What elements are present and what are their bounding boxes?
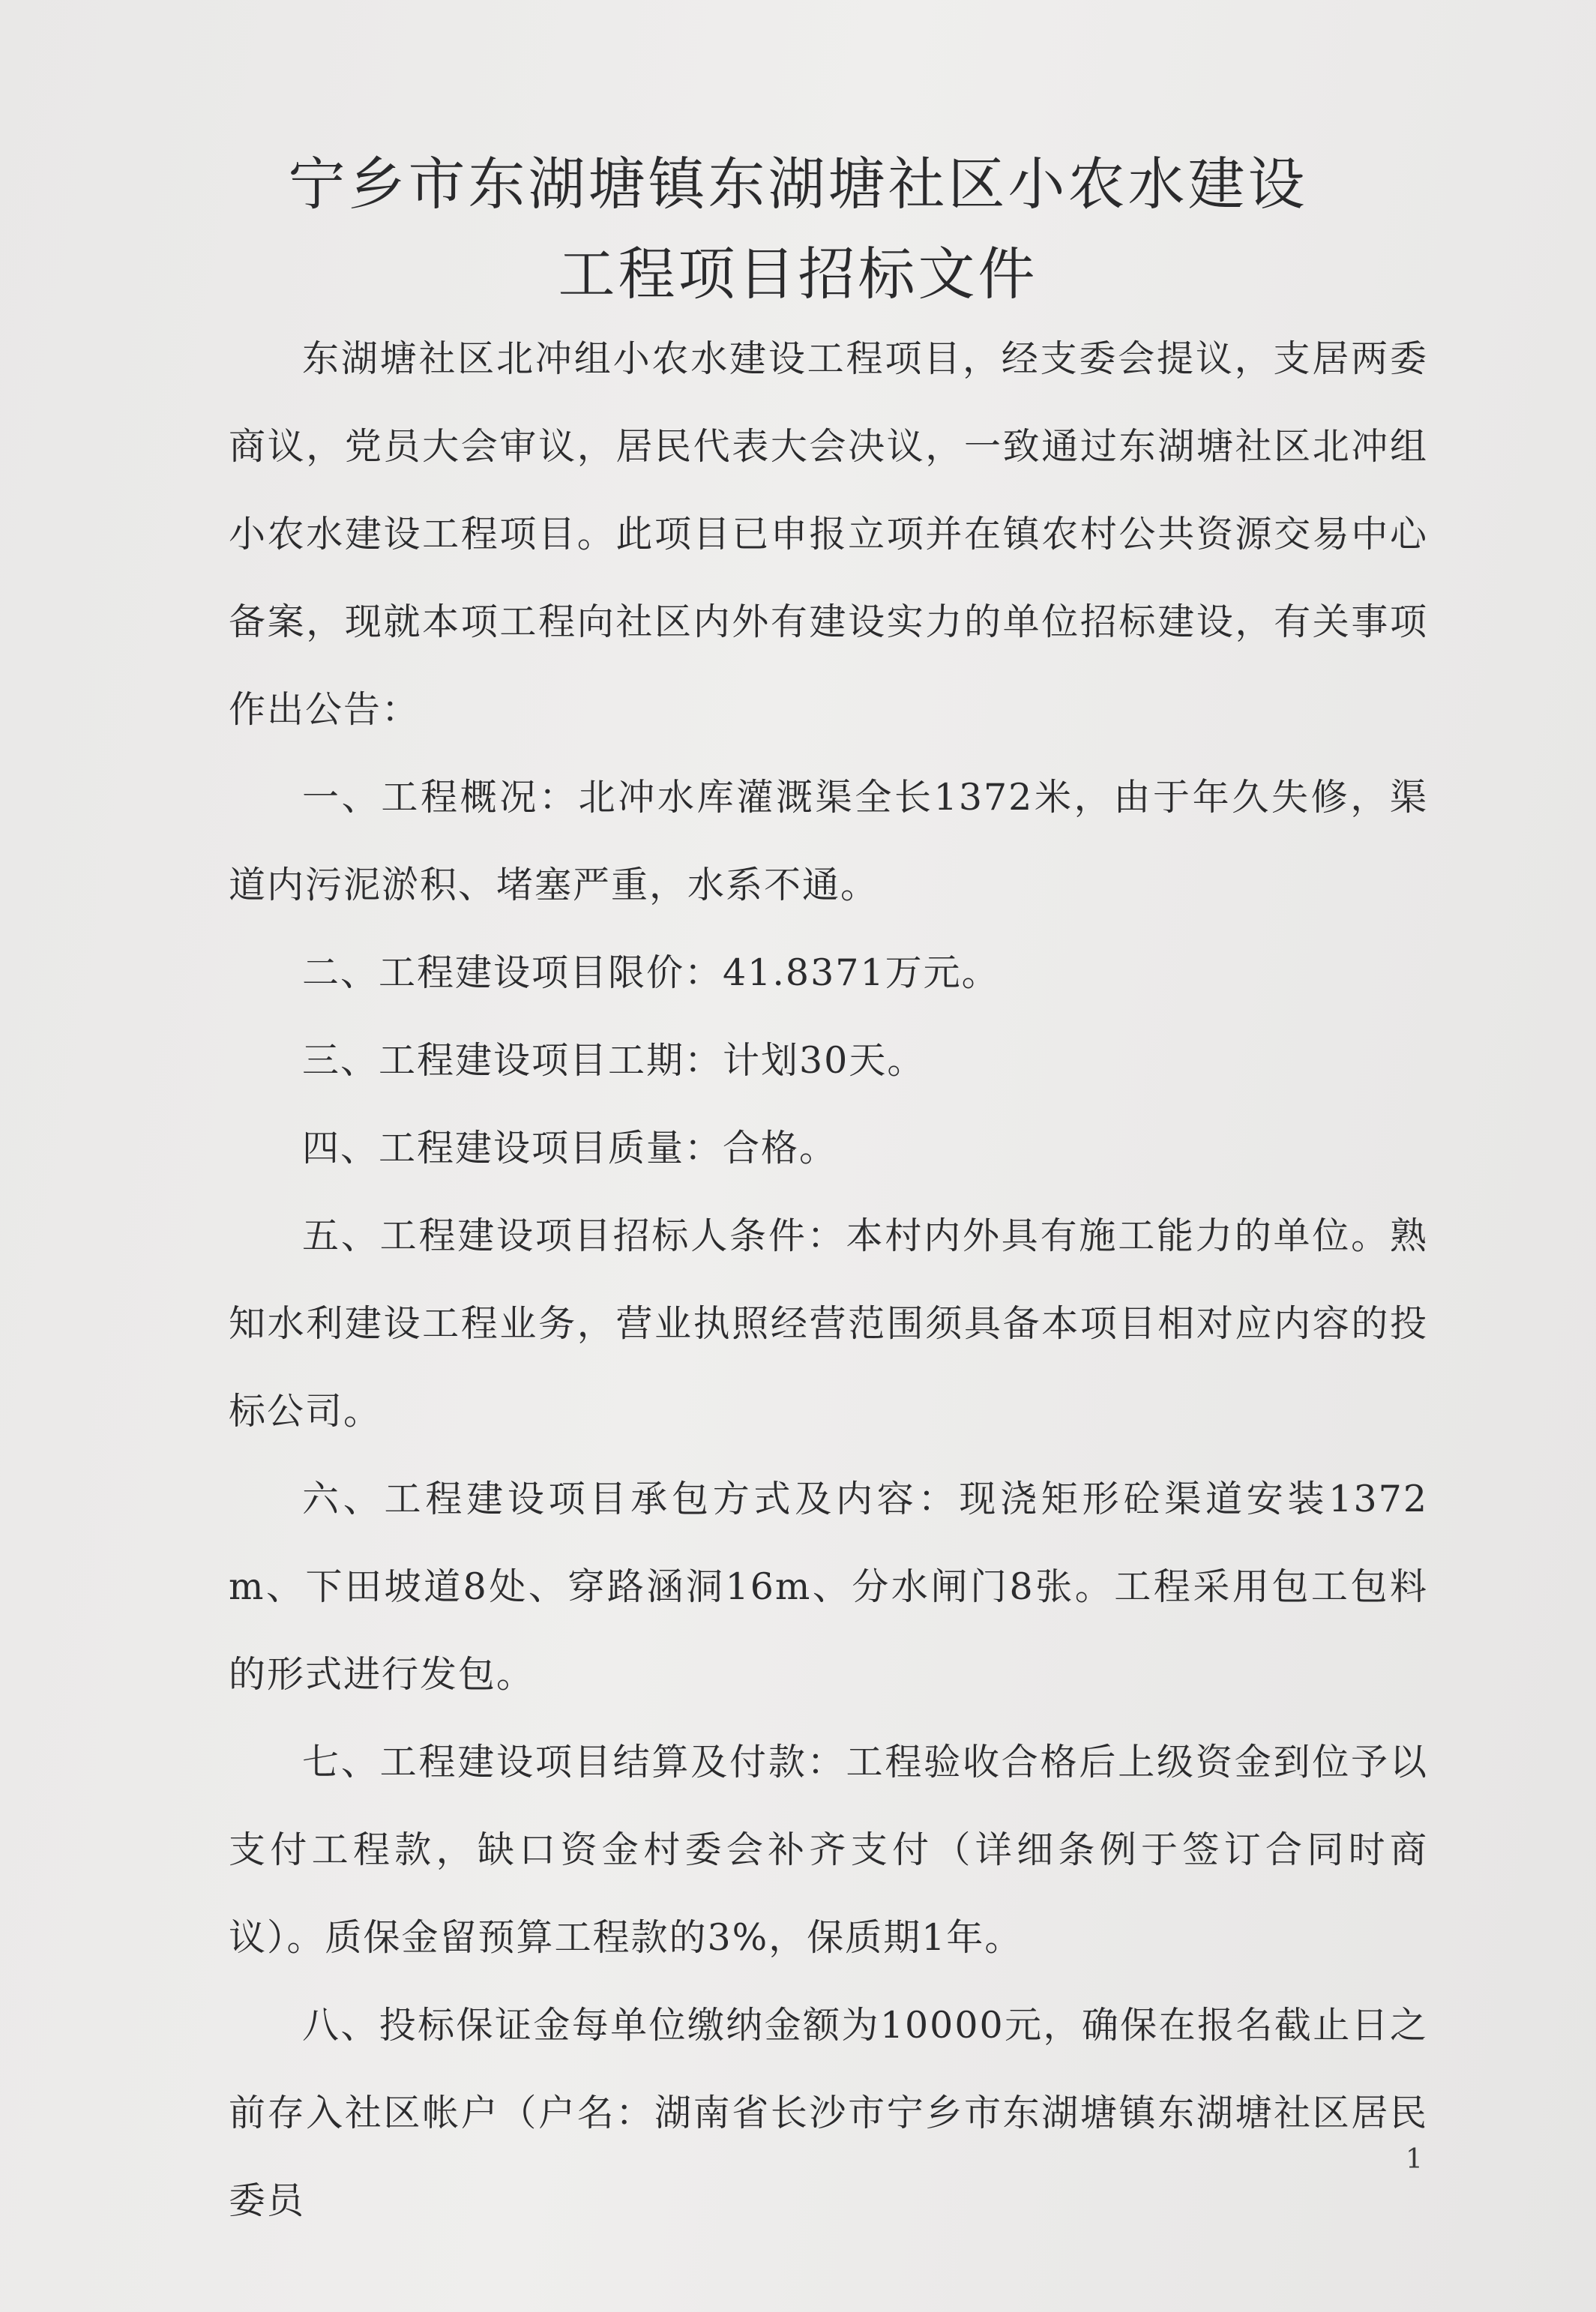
paragraph-bid-deposit: 八、投标保证金每单位缴纳金额为10000元，确保在报名截止日之前存入社区帐户（户名：湖南省长沙市宁乡市东湖塘镇东湖塘社区居民委员 <box>229 2004 1428 2222</box>
paragraph-project-overview: 一、工程概况：北冲水库灌溉渠全长1372米，由于年久失修，渠道内污泥淤积、堵塞严重，水系不通。 <box>229 776 1428 906</box>
paragraph-bidder-requirements: 五、工程建设项目招标人条件：本村内外具有施工能力的单位。熟知水利建设工程业务，营业执照经营范围须具备本项目相对应内容的投标公司。 <box>229 1214 1428 1433</box>
paragraph-price-limit: 二、工程建设项目限价：41.8371万元。 <box>302 951 1000 994</box>
paragraph-settlement-payment: 七、工程建设项目结算及付款：工程验收合格后上级资金到位予以支付工程款，缺口资金村委会补齐支付（详细条例于签订合同时商议）。质保金留预算工程款的3%，保质期1年。 <box>229 1741 1428 1959</box>
document-title-line-1: 宁乡市东湖塘镇东湖塘社区小农水建设 <box>288 151 1308 217</box>
document-title-line-2: 工程项目招标文件 <box>558 241 1038 307</box>
page-number: 1 <box>1406 2144 1423 2175</box>
paragraph-duration: 三、工程建设项目工期：计划30天。 <box>302 1039 926 1082</box>
paragraph-quality: 四、工程建设项目质量：合格。 <box>302 1127 838 1169</box>
paragraph-intro: 东湖塘社区北冲组小农水建设工程项目，经支委会提议，支居两委商议，党员大会审议，居民代表大会决议，一致通过东湖塘社区北冲组小农水建设工程项目。此项目已申报立项并在镇农村公共资源交易中心备案，现就本项工程向社区内外有建设实力的单位招标建设，有关事项作出公告： <box>229 337 1428 731</box>
paragraph-contract-scope: 六、工程建设项目承包方式及内容：现浇矩形砼渠道安装1372m、下田坡道8处、穿路涵洞16m、分水闸门8张。工程采用包工包料的形式进行发包。 <box>229 1478 1428 1696</box>
document-body <box>229 315 1428 2245</box>
